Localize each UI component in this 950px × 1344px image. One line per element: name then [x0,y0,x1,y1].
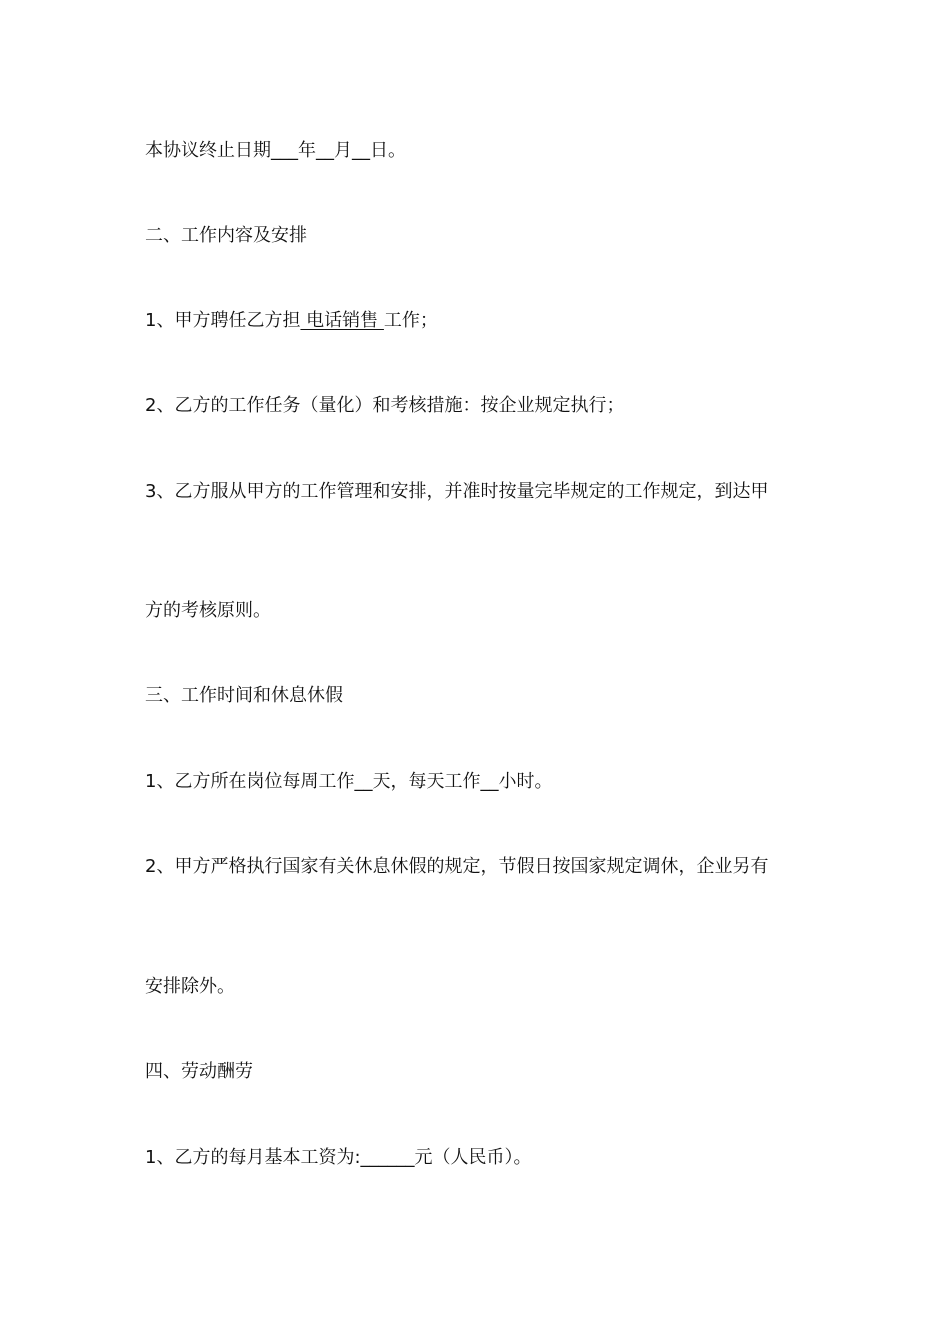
section-4-heading: 四、劳动酬劳 [145,1061,253,1082]
agreement-end-date: 本协议终止日期___年__月__日。 [145,140,406,161]
item-2-1-prefix: 1、甲方聘任乙方担 [145,310,301,331]
item-2-3-line-1: 3、乙方服从甲方的工作管理和安排，并准时按量完毕规定的工作规定，到达甲 [145,481,769,502]
item-2-1 [145,309,438,333]
item-4-1: 1、乙方的每月基本工资为:______元（人民币）。 [145,1147,532,1168]
item-2-3-line-2: 方的考核原则。 [145,600,271,621]
item-2-1-suffix: 工作； [383,310,438,331]
item-3-2-line-1: 2、甲方严格执行国家有关休息休假的规定，节假日按国家规定调休，企业另有 [145,856,769,877]
section-2-heading: 二、工作内容及安排 [145,225,307,246]
section-3-heading: 三、工作时间和休息休假 [145,685,343,706]
item-2-2: 2、乙方的工作任务（量化）和考核措施：按企业规定执行； [145,395,625,416]
item-3-1: 1、乙方所在岗位每周工作__天，每天工作__小时。 [145,771,553,792]
item-3-2-line-2: 安排除外。 [145,976,235,997]
job-title-underlined: 电话销售 [300,310,384,331]
